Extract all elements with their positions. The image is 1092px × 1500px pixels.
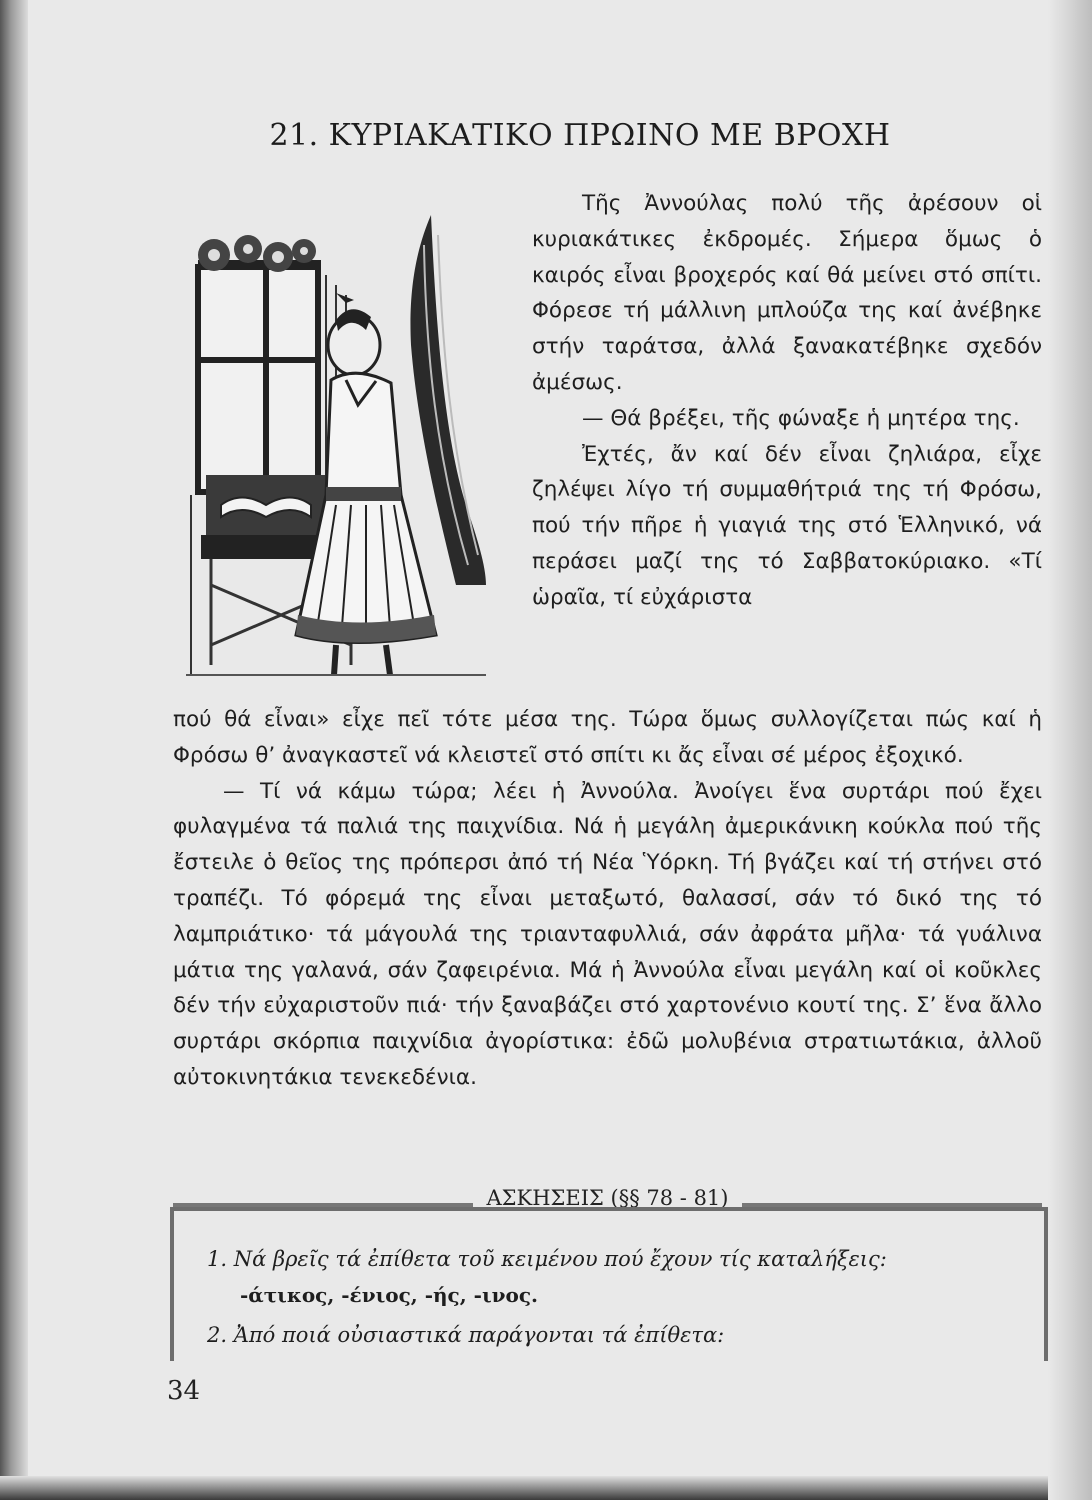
chapter-title: 21. ΚΥΡΙΑΚΑΤΙΚΟ ΠΡΩΙΝΟ ΜΕ ΒΡΟΧΗ [269, 118, 891, 153]
paragraph-4: — Τί νά κάμω τώρα; λέει ἡ Ἀννούλα. Ἀνοίγει ἕνα συρτάρι πού ἔχει φυλαγμένα τά παλιά της παιχνίδια. Νά ἡ μεγάλη ἀμερικάνικη κούκλα πού τῆς ἔστειλε ὁ θεῖος της πρόπερσι ἀπό τή Νέα Ὑόρκη. Τή βγάζει καί τή στήνει στό τραπέζι. Τό φόρεμά της εἶναι μεταξωτό, θαλασσί, σάν τό δικό της τό λαμπριάτικο· τά μάγουλά της τριανταφυλλιά, σάν ἀφράτα μῆλα· τά γυάλινα μάτια της γαλανά, σάν ζαφειρένια. Μά ἡ Ἀννούλα εἶναι μεγάλη καί οἱ κοῦκλες δέν τήν εὐχαριστοῦν πιά· τήν ξαναβάζει στό χαρτονένιο κουτί της. Σ’ ἕνα ἄλλο συρτάρι σκόρπια παιχνίδια ἀγορίστικα: ἐδῶ μολυβένια στρατιωτάκια, ἀλλοῦ αὐτοκινητάκια τενεκεδένια. [173, 778, 1042, 1090]
exercise-1: 1. Νά βρεῖς τά ἐπίθετα τοῦ κειμένου πού ἔχουν τίς καταλήξεις: [207, 1247, 887, 1271]
exercise-2: 2. Ἀπό ποιά οὐσιαστικά παράγονται τά ἐπίθετα: [207, 1323, 725, 1347]
text-column-right [532, 186, 1042, 616]
page-number: 34 [167, 1376, 201, 1406]
paragraph-2: — Θά βρέξει, τῆς φώναξε ἡ μητέρα της. [582, 405, 1020, 431]
paragraph-3-continuation: πού θά εἶναι» εἶχε πεῖ τότε μέσα της. Τώρα ὅμως συλλογίζεται πώς καί ἡ Φρόσω θ’ ἀναγκαστεῖ νά κλειστεῖ στό σπίτι κι ἄς εἶναι σέ μέρος ἐξοχικό. [173, 707, 1042, 768]
text-column-full [173, 666, 1042, 1096]
paragraph-3: Ἐχτές, ἄν καί δέν εἶναι ζηλιάρα, εἶχε ζηλέψει λίγο τή συμμαθήτριά της τή Φρόσω, πού τήν πῆρε ἡ γιαγιά της στό Ἑλληνικό, νά περάσει μαζί της τό Σαββατοκύριακο. «Τί ὡραῖα, τί εὐχάριστα [532, 441, 1042, 610]
exercise-1-endings: -άτικος, -ένιος, -ής, -ινος. [240, 1283, 538, 1307]
exercises-box [170, 1207, 1048, 1361]
girl-at-window-illustration [186, 205, 491, 690]
exercises-title: ΑΣΚΗΣΕΙΣ (§§ 78 - 81) [473, 1186, 743, 1210]
page-edge-shadow [0, 1476, 1092, 1500]
paragraph-1: Τῆς Ἀννούλας πολύ τῆς ἀρέσουν οἱ κυριακάτικες ἐκδρομές. Σήμερα ὅμως ὁ καιρός εἶναι βροχερός καί θά μείνει στό σπίτι. Φόρεσε τή μάλλινη μπλούζα της καί ἀνέβηκε στήν ταράτσα, ἀλλά ξανακατέβηκε σχεδόν ἀμέσως. [532, 191, 1042, 395]
